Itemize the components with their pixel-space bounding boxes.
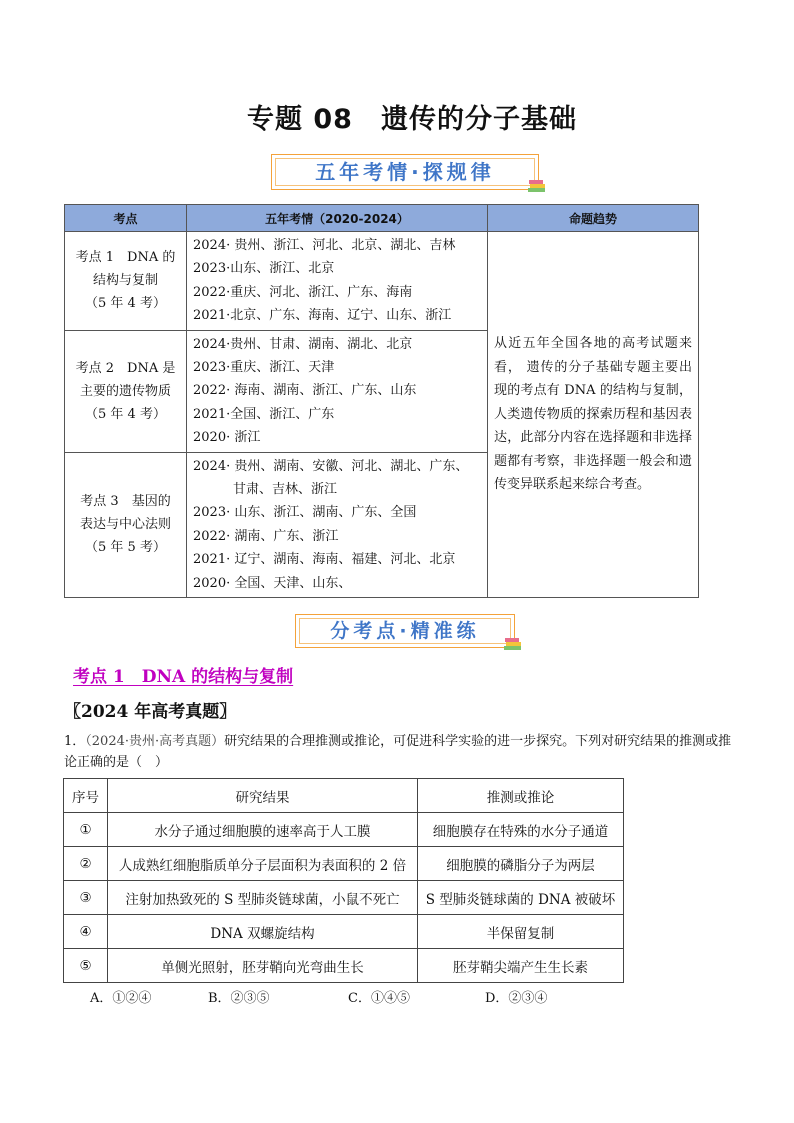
header-cell: 推测或推论: [418, 779, 624, 813]
table-cell: 水分子通过细胞膜的速率高于人工膜: [108, 813, 418, 847]
question-text: [64, 731, 734, 773]
year-line: 2023·重庆、浙江、天津: [193, 360, 335, 376]
header-cell: 研究结果: [108, 779, 418, 813]
table-cell: ③: [64, 881, 108, 915]
research-table: [63, 778, 624, 983]
year-line: 2024· 贵州、浙江、河北、北京、湖北、吉林: [193, 238, 456, 253]
kaodian-line: 表达与中心法则: [79, 517, 171, 533]
year-line: 2020· 全国、天津、山东、: [193, 575, 352, 591]
years-cell: [187, 330, 488, 452]
table-header-row: [64, 779, 624, 813]
trend-cell: 从近五年全国各地的高考试题来看， 遗传的分子基础专题主要出现的考点有 DNA 的结构与复制，人类遗传物质的探索历程和基因表达，此部分内容在选择题和非选择题都有考察，非选择题一般会和遗传变异联系起来综合考查。: [488, 232, 699, 598]
kaodian-line: 考点 2 DNA 是: [75, 360, 176, 376]
header-cell: 考点: [65, 205, 187, 232]
banner-label: 分考点·精准练: [330, 620, 480, 642]
banner-five-year: [271, 154, 539, 190]
table-row: [64, 813, 624, 847]
kaodian-line: 结构与复制: [92, 273, 158, 289]
question-body: 研究结果的合理推测或推论，可促进科学实验的进一步探究。下列对研究结果的推测或推论正确的是（ ）: [64, 734, 732, 770]
kaodian-cell: [65, 452, 187, 597]
page-title: 专题 08 遗传的分子基础: [247, 104, 577, 135]
option-b[interactable]: B．②③⑤: [208, 991, 270, 1006]
section-heading-text: 考点 1 DNA 的结构与复制: [73, 667, 294, 687]
header-cell: 序号: [64, 779, 108, 813]
table-cell: 单侧光照射，胚芽鞘向光弯曲生长: [108, 949, 418, 983]
year-line: 2020· 浙江: [193, 430, 261, 446]
year-line: 2024· 贵州、湖南、安徽、河北、湖北、广东、: [193, 458, 469, 474]
year-line: 2022·重庆、河北、浙江、广东、海南: [193, 284, 413, 300]
year-line: 2022· 海南、湖南、浙江、广东、山东: [193, 383, 417, 399]
books-icon: [527, 179, 547, 193]
sub-heading: 〖2024 年高考真题〗: [64, 702, 237, 722]
table-row: [64, 949, 624, 983]
table-cell: ⑤: [64, 949, 108, 983]
table-cell: 人成熟红细胞脂质单分子层面积为表面积的 2 倍: [108, 847, 418, 881]
table-cell: 半保留复制: [418, 915, 624, 949]
kaodian-line: 考点 3 基因的: [80, 494, 171, 510]
exam-trend-table: [64, 204, 699, 598]
banner-practice: [295, 614, 515, 648]
table-cell: ②: [64, 847, 108, 881]
table-cell: 细胞膜存在特殊的水分子通道: [418, 813, 624, 847]
year-line: 2021·北京、广东、海南、辽宁、山东、浙江: [193, 308, 452, 324]
table-cell: ①: [64, 813, 108, 847]
year-line: 2023· 山东、浙江、湖南、广东、全国: [193, 505, 417, 521]
table-cell: ④: [64, 915, 108, 949]
banner-label: 五年考情·探规律: [315, 160, 495, 184]
year-line: 2021·全国、浙江、广东: [193, 406, 335, 422]
table-row: [64, 881, 624, 915]
year-line: 2021· 辽宁、湖南、海南、福建、河北、北京: [193, 552, 456, 568]
option-d[interactable]: D．②③④: [485, 991, 548, 1006]
table-cell: DNA 双螺旋结构: [108, 915, 418, 949]
year-line: 2022· 湖南、广东、浙江: [193, 528, 339, 544]
books-icon: [503, 637, 523, 651]
years-cell: [187, 232, 488, 331]
kaodian-line: （5 年 4 考）: [85, 406, 166, 422]
kaodian-line: 考点 1 DNA 的: [75, 250, 176, 266]
year-line: 甘肃、吉林、浙江: [233, 482, 338, 498]
header-cell: 命题趋势: [488, 205, 699, 232]
table-cell: S 型肺炎链球菌的 DNA 被破坏: [418, 881, 624, 915]
year-line: 2024·贵州、甘肃、湖南、湖北、北京: [193, 336, 413, 352]
question-source: （2024·贵州·高考真题）: [85, 734, 225, 749]
kaodian-cell: [65, 330, 187, 452]
header-cell: 五年考情（2020-2024）: [187, 205, 488, 232]
table-cell: 细胞膜的磷脂分子为两层: [418, 847, 624, 881]
year-line: 2023·山东、浙江、北京: [193, 261, 335, 277]
table-row: [65, 232, 699, 331]
kaodian-line: 主要的遗传物质: [79, 383, 171, 399]
table-cell: 注射加热致死的 S 型肺炎链球菌，小鼠不死亡: [108, 881, 418, 915]
table-header-row: [65, 205, 699, 232]
option-c[interactable]: C．①④⑤: [348, 991, 410, 1006]
table-cell: 胚芽鞘尖端产生生长素: [418, 949, 624, 983]
section-heading: [73, 662, 293, 687]
kaodian-line: （5 年 5 考）: [85, 540, 166, 556]
kaodian-cell: [65, 232, 187, 331]
table-row: [64, 847, 624, 881]
option-a[interactable]: A．①②④: [90, 991, 152, 1006]
years-cell: [187, 452, 488, 597]
table-row: [64, 915, 624, 949]
kaodian-line: （5 年 4 考）: [85, 296, 166, 312]
question-number: 1．: [64, 734, 86, 749]
